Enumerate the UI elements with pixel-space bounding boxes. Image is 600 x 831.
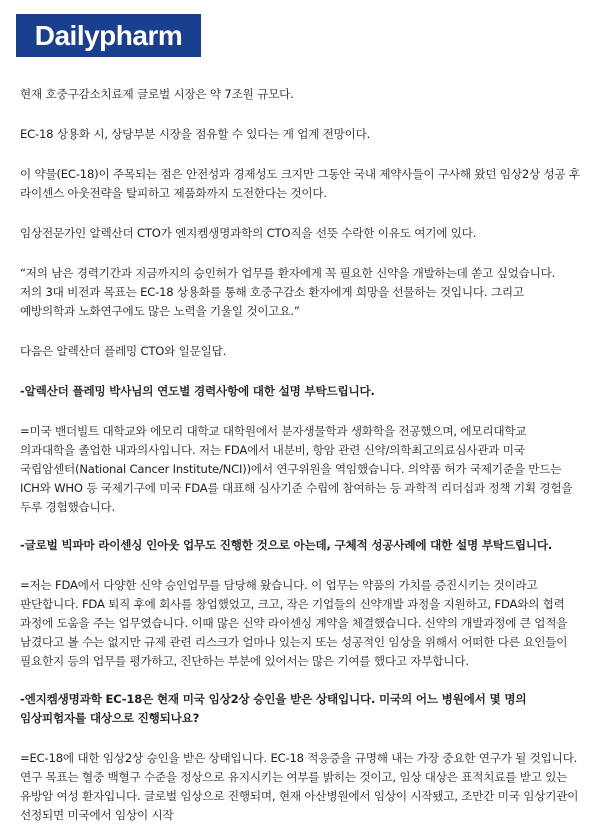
interview-answer: =저는 FDA에서 다양한 신약 승인업무를 담당해 왔습니다. 이 업무는 약품의 가치를 증진시키는 것이라고 판단합니다. FDA 퇴직 후에 회사를 창업했었고, 크고, 작은 기업들의 신약개발 과정을 지원하고, FDA와의 협력 과정에 도움을 주는 업무였습니다. 이때 많은 신약 라이센싱 계약을 체결했습니다. 신약의 개발과정에 큰 업적을 남겼다고 볼 수는 없지만 규제 관련 리스크가 얼마나 있는지 또는 성공적인 임상을 위해서 어떠한 다른 요인들이 필요한지 등의 업무를 평가하고, 진단하는 부분에 있어서는 많은 기여를 했다고 자부합니다. [20, 578, 568, 668]
quote-paragraph: “저의 남은 경력기간과 지금까지의 승인허가 업무를 환자에게 꼭 필요한 신약을 개발하는데 쏟고 싶었습니다. 저의 3대 비전과 목표는 EC-18 상용화를 통해 호중구감소 환자에게 희망을 선물하는 것입니다. 그리고 예방의학과 노화연구에도 많은 노력을 기울일 것이고요.” [20, 266, 556, 318]
paragraph: 이 약물(EC-18)이 주목되는 점은 안전성과 경제성도 크지만 그동안 국내 제약사들이 구사해 왔던 임상2상 성공 후 라이센스 아웃전략을 탈피하고 제품화까지 도전한다는 것이다. [20, 167, 580, 200]
paragraph: 현재 호중구감소치료제 글로벌 시장은 약 7조원 규모다. [20, 87, 294, 101]
interview-answer: =미국 밴더빌트 대학교와 에모리 대학교 대학원에서 분자생물학과 생화학을 전공했으며, 에모리대학교 의과대학을 졸업한 내과의사입니다. 저는 FDA에서 내분비, 항암 관련 신약/의학최고의료심사관과 미국 국립암센터(National Cancer Institute/NCI))에서 연구위원을 역임했습니다. 의약품 허가 국제기준을 만드는 ICH와 WHO 등 국제기구에 미국 FDA를 대표해 심사기준 수립에 참여하는 등 과학적 리더십과 정책 기획 경험을 두루 경험했습니다. [20, 424, 573, 514]
interview-question: -알렉산더 플레밍 박사님의 연도별 경력사항에 대한 설명 부탁드립니다. [20, 384, 375, 398]
interview-answer: =EC-18에 대한 임상2상 승인을 받은 상태입니다. EC-18 적응증을 규명해 내는 가장 중요한 연구가 될 것입니다. 연구 목표는 혈중 백혈구 수준을 정상으로 유지시키는 여부를 밝히는 것이고, 임상 대상은 표적치료를 받고 있는 유방암 여성 환자입니다. 글로벌 임상으로 진행되며, 현재 아산병원에서 임상이 시작됐고, 조만간 미국 임상기관이 선정되면 미국에서 임상이 시작 [20, 751, 579, 822]
dailypharm-logo[interactable]: Dailypharm [16, 14, 201, 57]
interview-question: -글로벌 빅파마 라이센싱 인아웃 업무도 진행한 것으로 아는데, 구체적 성공사례에 대한 설명 부탁드립니다. [20, 538, 553, 552]
paragraph: EC-18 상용화 시, 상당부분 시장을 점유할 수 있다는 게 업계 전망이다. [20, 127, 371, 141]
interview-question: -엔지켐생명과학 EC-18은 현재 미국 임상2상 승인을 받은 상태입니다. 미국의 어느 병원에서 몇 명의 임상피험자를 대상으로 진행되나요? [20, 692, 527, 725]
article-body [20, 85, 580, 825]
paragraph: 임상전문가인 알렉산더 CTO가 엔지켐생명과학의 CTO직을 선뜻 수락한 이유도 여기에 있다. [20, 226, 477, 240]
paragraph: 다음은 알렉산더 플레밍 CTO와 일문일답. [20, 344, 227, 358]
